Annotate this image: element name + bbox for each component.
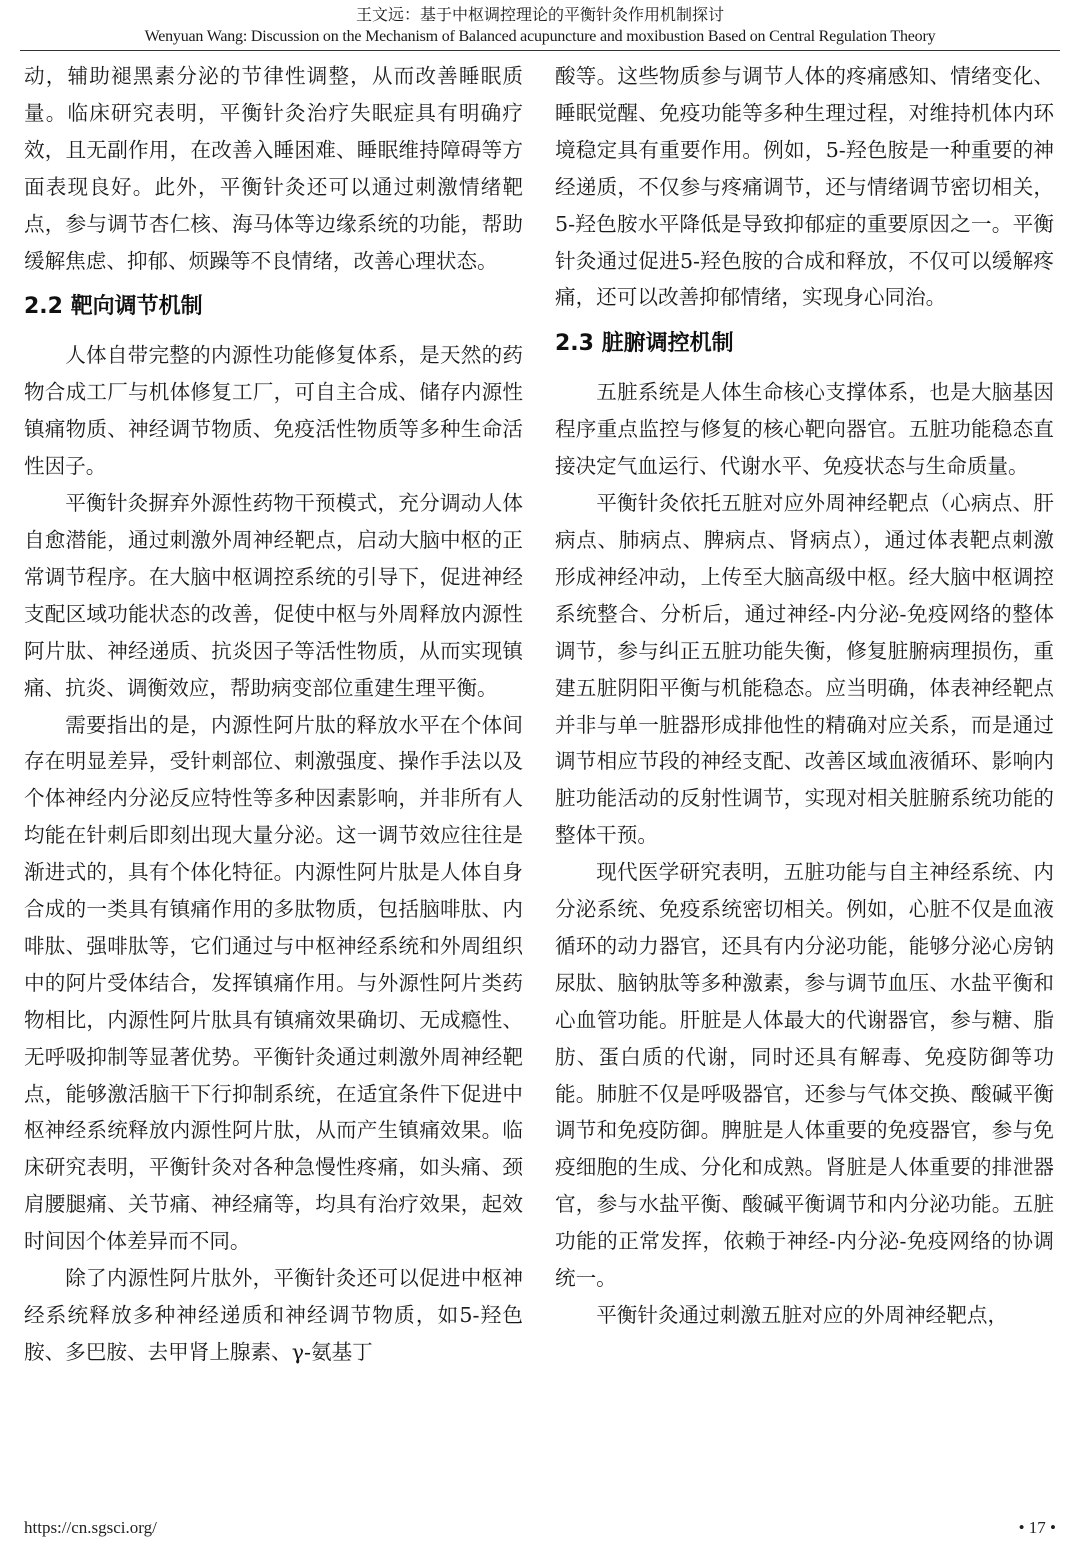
paragraph-right-2: 五脏系统是人体生命核心支撑体系，也是大脑基因程序重点监控与修复的核心靶向器官。五脏功能稳态直接决定气血运行、代谢水平、免疫状态与生命质量。 (555, 380, 1054, 479)
left-column (24, 58, 523, 1371)
paragraph-right-3: 平衡针灸依托五脏对应外周神经靶点（心病点、肝病点、肺病点、脾病点、肾病点），通过体表靶点刺激形成神经冲动，上传至大脑高级中枢。经大脑中枢调控系统整合、分析后，通过神经-内分泌-免疫网络的整体调节，参与纠正五脏功能失衡，修复脏腑病理损伤，重建五脏阴阳平衡与机能稳态。应当明确，体表神经靶点并非与单一脏器形成排他性的精确对应关系，而是通过调节相应节段的神经支配、改善区域血液循环、影响内脏功能活动的反射性调节，实现对相关脏腑系统功能的整体干预。 (555, 491, 1054, 848)
right-column (555, 58, 1054, 1334)
paragraph-right-4: 现代医学研究表明，五脏功能与自主神经系统、内分泌系统、免疫系统密切相关。例如，心脏不仅是血液循环的动力器官，还具有内分泌功能，能够分泌心房钠尿肽、脑钠肽等多种激素，参与调节血压、水盐平衡和心血管功能。肝脏是人体最大的代谢器官，参与糖、脂肪、蛋白质的代谢，同时还具有解毒、免疫防御等功能。肺脏不仅是呼吸器官，还参与气体交换、酸碱平衡调节和免疫防御。脾脏是人体重要的免疫器官，参与免疫细胞的生成、分化和成熟。肾脏是人体重要的排泄器官，参与水盐平衡、酸碱平衡调节和内分泌功能。五脏功能的正常发挥，依赖于神经-内分泌-免疫网络的协调统一。 (555, 860, 1054, 1291)
paragraph-left-1: 动，辅助褪黑素分泌的节律性调整，从而改善睡眠质量。临床研究表明，平衡针灸治疗失眠症具有明确疗效，且无副作用，在改善入睡困难、睡眠维持障碍等方面表现良好。此外，平衡针灸还可以通过刺激情绪靶点，参与调节杏仁核、海马体等边缘系统的功能，帮助缓解焦虑、抑郁、烦躁等不良情绪，改善心理状态。 (24, 64, 523, 273)
running-header (0, 4, 1080, 48)
paragraph-right-5: 平衡针灸通过刺激五脏对应的外周神经靶点， (596, 1303, 1009, 1327)
paragraph-left-2: 人体自带完整的内源性功能修复体系，是天然的药物合成工厂与机体修复工厂，可自主合成、储存内源性镇痛物质、神经调节物质、免疫活性物质等多种生命活性因子。 (24, 343, 523, 479)
header-rule (20, 50, 1060, 51)
paragraph-left-5: 除了内源性阿片肽外，平衡针灸还可以促进中枢神经系统释放多种神经递质和神经调节物质，如5-羟色胺、多巴胺、去甲肾上腺素、γ-氨基丁 (24, 1266, 523, 1364)
page-number: • 17 • (1018, 1518, 1056, 1537)
running-header-english: Wenyuan Wang: Discussion on the Mechanism of Balanced acupuncture and moxibustion Based on Central Regulation Theory (144, 28, 936, 45)
paragraph-right-1: 酸等。这些物质参与调节人体的疼痛感知、情绪变化、睡眠觉醒、免疫功能等多种生理过程，对维持机体内环境稳定具有重要作用。例如，5-羟色胺是一种重要的神经递质，不仅参与疼痛调节，还与情绪调节密切相关，5-羟色胺水平降低是导致抑郁症的重要原因之一。平衡针灸通过促进5-羟色胺的合成和释放，不仅可以缓解疼痛，还可以改善抑郁情绪，实现身心同治。 (555, 64, 1054, 310)
section-heading-2-2: 2.2 靶向调节机制 (24, 294, 203, 320)
section-heading-2-3: 2.3 脏腑调控机制 (555, 331, 734, 357)
footer-url-link[interactable]: https://cn.sgsci.org/ (24, 1518, 157, 1537)
running-header-chinese: 王文远：基于中枢调控理论的平衡针灸作用机制探讨 (355, 5, 724, 24)
paragraph-left-3: 平衡针灸摒弃外源性药物干预模式，充分调动人体自愈潜能，通过刺激外周神经靶点，启动大脑中枢的正常调节程序。在大脑中枢调控系统的引导下，促进神经支配区域功能状态的改善，促使中枢与外周释放内源性阿片肽、神经递质、抗炎因子等活性物质，从而实现镇痛、抗炎、调衡效应，帮助病变部位重建生理平衡。 (24, 491, 523, 700)
paragraph-left-4: 需要指出的是，内源性阿片肽的释放水平在个体间存在明显差异，受针刺部位、刺激强度、操作手法以及个体神经内分泌反应特性等多种因素影响，并非所有人均能在针刺后即刻出现大量分泌。这一调节效应往往是渐进式的，具有个体化特征。内源性阿片肽是人体自身合成的一类具有镇痛作用的多肽物质，包括脑啡肽、内啡肽、强啡肽等，它们通过与中枢神经系统和外周组织中的阿片受体结合，发挥镇痛作用。与外源性阿片类药物相比，内源性阿片肽具有镇痛效果确切、无成瘾性、无呼吸抑制等显著优势。平衡针灸通过刺激外周神经靶点，能够激活脑干下行抑制系统，在适宜条件下促进中枢神经系统释放内源性阿片肽，从而产生镇痛效果。临床研究表明，平衡针灸对各种急慢性疼痛，如头痛、颈肩腰腿痛、关节痛、神经痛等，均具有治疗效果，起效时间因个体差异而不同。 (24, 712, 523, 1254)
